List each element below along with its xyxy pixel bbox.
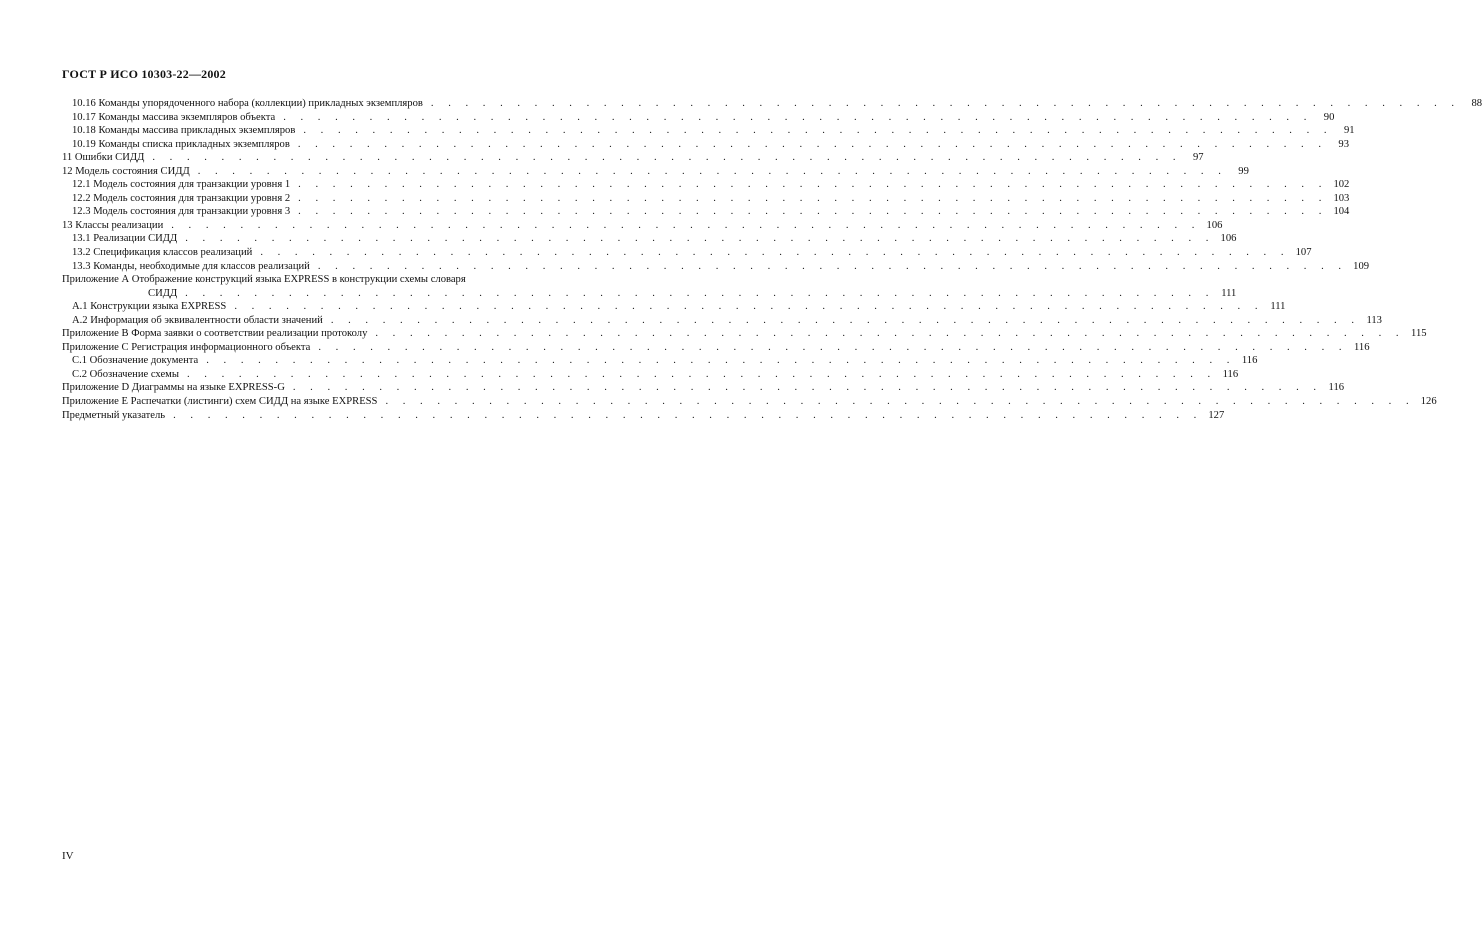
page-number: IV bbox=[62, 850, 74, 862]
toc-leader-dots: . . . . . . . . . . . . . . . . . . . . . . . . . . . . . . . . . . . . . . . . . . . . . . . . . . . . . . . . . . . . bbox=[171, 219, 1201, 231]
toc-entry-page: 109 bbox=[1353, 260, 1370, 272]
toc-leader-dots: . . . . . . . . . . . . . . . . . . . . . . . . . . . . . . . . . . . . . . . . . . . . . . . . . . . . . . . . . . . . bbox=[234, 301, 1264, 313]
toc-entry-title: 10.17 Команды массива экземпляров объекта bbox=[72, 111, 276, 123]
toc-leader-dots: . . . . . . . . . . . . . . . . . . . . . . . . . . . . . . . . . . . . . . . . . . . . . . . . . . . . . . . . . . . . bbox=[197, 165, 1227, 177]
document-header: ГОСТ Р ИСО 10303-22—2002 bbox=[62, 67, 226, 81]
toc-entry-title: 13.2 Спецификация классов реализаций bbox=[72, 247, 253, 259]
toc-leader-dots: . . . . . . . . . . . . . . . . . . . . . . . . . . . . . . . . . . . . . . . . . . . . . . . . . . . . . . . . . . . . bbox=[292, 382, 1323, 394]
toc-entry-title: Приложение D Диаграммы на языке EXPRESS-G bbox=[62, 382, 285, 394]
toc-entry-page: 127 bbox=[1208, 409, 1225, 421]
toc-entry bbox=[62, 300, 1286, 314]
toc-entry-page: 116 bbox=[1328, 382, 1345, 394]
toc-entry-page: 126 bbox=[1420, 396, 1437, 408]
toc-entry bbox=[62, 287, 1237, 301]
toc-entry-page: 116 bbox=[1222, 368, 1239, 380]
toc-entry-title: С.2 Обозначение схемы bbox=[72, 368, 179, 380]
toc-entry-page: 93 bbox=[1338, 138, 1349, 150]
toc-entry-page: 107 bbox=[1295, 247, 1312, 259]
toc-entry-title: 12.3 Модель состояния для транзакции уровня 3 bbox=[72, 206, 291, 218]
toc-entry-title: А.2 Информация об эквивалентности области значений bbox=[72, 314, 323, 326]
toc-entry-page: 111 bbox=[1270, 301, 1286, 313]
toc-leader-dots: . . . . . . . . . . . . . . . . . . . . . . . . . . . . . . . . . . . . . . . . . . . . . . . . . . . . . . . . . . . . bbox=[298, 192, 1328, 204]
toc-leader-dots: . . . . . . . . . . . . . . . . . . . . . . . . . . . . . . . . . . . . . . . . . . . . . . . . . . . . . . . . . . . . bbox=[298, 206, 1328, 218]
toc-leader-dots: . . . . . . . . . . . . . . . . . . . . . . . . . . . . . . . . . . . . . . . . . . . . . . . . . . . . . . . . . . . . bbox=[385, 396, 1415, 408]
toc-leader-dots: . . . . . . . . . . . . . . . . . . . . . . . . . . . . . . . . . . . . . . . . . . . . . . . . . . . . . . . . . . . . bbox=[375, 328, 1405, 340]
toc-leader-dots: . . . . . . . . . . . . . . . . . . . . . . . . . . . . . . . . . . . . . . . . . . . . . . . . . . . . . . . . . . . . bbox=[186, 368, 1217, 380]
toc-leader-dots: . . . . . . . . . . . . . . . . . . . . . . . . . . . . . . . . . . . . . . . . . . . . . . . . . . . . . . . . . . . . bbox=[298, 179, 1328, 191]
toc-leader-dots: . . . . . . . . . . . . . . . . . . . . . . . . . . . . . . . . . . . . . . . . . . . . . . . . . . . . . . . . . . . . bbox=[260, 247, 1290, 259]
toc-entry-title: 13 Классы реализации bbox=[62, 219, 164, 231]
toc-entry bbox=[62, 97, 1482, 111]
toc-entry-page: 103 bbox=[1333, 192, 1350, 204]
toc-entry bbox=[62, 246, 1312, 260]
toc-entry-title: 12.2 Модель состояния для транзакции уровня 2 bbox=[72, 192, 291, 204]
toc-entry bbox=[62, 178, 1350, 192]
toc-entry-page: 102 bbox=[1333, 179, 1350, 191]
toc-entry bbox=[62, 341, 1370, 355]
toc-entry-page: 116 bbox=[1241, 355, 1258, 367]
toc-entry-title: 13.1 Реализации СИДД bbox=[72, 233, 178, 245]
toc-entry-title: 12.1 Модель состояния для транзакции уровня 1 bbox=[72, 179, 291, 191]
toc-entry-page: 104 bbox=[1333, 206, 1350, 218]
toc-leader-dots: . . . . . . . . . . . . . . . . . . . . . . . . . . . . . . . . . . . . . . . . . . . . . . . . . . . . . . . . . . . . bbox=[185, 233, 1215, 245]
toc-entry bbox=[62, 327, 1427, 341]
toc-leader-dots: . . . . . . . . . . . . . . . . . . . . . . . . . . . . . . . . . . . . . . . . . . . . . . . . . . . . . . . . . . . . bbox=[317, 260, 1348, 272]
toc-leader-dots: . . . . . . . . . . . . . . . . . . . . . . . . . . . . . . . . . . . . . . . . . . . . . . . . . . . . . . . . . . . . bbox=[330, 314, 1360, 326]
toc-entry bbox=[62, 192, 1350, 206]
toc-entry-page: 106 bbox=[1206, 219, 1223, 231]
toc-entry bbox=[62, 151, 1204, 165]
toc-entry-title: СИДД bbox=[148, 287, 178, 299]
toc-entry-page: 88 bbox=[1471, 98, 1482, 109]
toc-entry-title: Приложение С Регистрация информационного объекта bbox=[62, 341, 311, 353]
toc-leader-dots: . . . . . . . . . . . . . . . . . . . . . . . . . . . . . . . . . . . . . . . . . . . . . . . . . . . . . . . . . . . . bbox=[303, 125, 1333, 137]
toc-entry-title: С.1 Обозначение документа bbox=[72, 355, 199, 367]
toc-entry-title: Приложение Е Распечатки (листинги) схем СИДД на языке EXPRESS bbox=[62, 396, 378, 408]
toc-entry bbox=[62, 138, 1349, 152]
toc-leader-dots: . . . . . . . . . . . . . . . . . . . . . . . . . . . . . . . . . . . . . . . . . . . . . . . . . . . . . . . . . . . . bbox=[152, 152, 1182, 164]
toc-entry bbox=[62, 368, 1239, 382]
toc-entry-title: Приложение В Форма заявки о соответствии реализации протоколу bbox=[62, 328, 368, 340]
toc-entry bbox=[62, 111, 1335, 125]
toc-entry-title: А.1 Конструкции языка EXPRESS bbox=[72, 301, 227, 313]
toc-entry-page: 113 bbox=[1366, 314, 1382, 326]
toc-entry-page: 90 bbox=[1323, 111, 1335, 123]
toc-leader-dots: . . . . . . . . . . . . . . . . . . . . . . . . . . . . . . . . . . . . . . . . . . . . . . . . . . . . . . . . . . . . bbox=[430, 98, 1461, 109]
toc-entry-page: 91 bbox=[1343, 125, 1355, 137]
toc-entry-page: 106 bbox=[1220, 233, 1237, 245]
toc-entry-title: 11 Ошибки СИДД bbox=[62, 152, 145, 164]
toc-entry bbox=[62, 395, 1437, 409]
toc-entry bbox=[62, 165, 1249, 179]
toc-entry bbox=[62, 260, 1370, 274]
toc-entry-page: 115 bbox=[1411, 328, 1427, 340]
toc-entry-page: 116 bbox=[1354, 341, 1370, 353]
toc-entry-title: 10.18 Команды массива прикладных экземпляров bbox=[72, 125, 296, 137]
toc-entry bbox=[62, 232, 1237, 246]
toc-leader-dots: . . . . . . . . . . . . . . . . . . . . . . . . . . . . . . . . . . . . . . . . . . . . . . . . . . . . . . . . . . . . bbox=[297, 138, 1327, 150]
toc-entry-page: 99 bbox=[1238, 165, 1249, 177]
toc-entry-page: 97 bbox=[1192, 152, 1204, 164]
toc-leader-dots: . . . . . . . . . . . . . . . . . . . . . . . . . . . . . . . . . . . . . . . . . . . . . . . . . . . . . . . . . . . . bbox=[318, 341, 1348, 353]
toc-entry bbox=[62, 314, 1382, 328]
toc-entry bbox=[62, 124, 1355, 138]
toc-leader-dots: . . . . . . . . . . . . . . . . . . . . . . . . . . . . . . . . . . . . . . . . . . . . . . . . . . . . . . . . . . . . bbox=[283, 111, 1313, 123]
toc-entry-title: 13.3 Команды, необходимые для классов реализаций bbox=[72, 260, 310, 272]
toc-leader-dots: . . . . . . . . . . . . . . . . . . . . . . . . . . . . . . . . . . . . . . . . . . . . . . . . . . . . . . . . . . . . bbox=[173, 409, 1203, 421]
toc-entry bbox=[62, 381, 1345, 395]
toc-entry-title: 10.19 Команды списка прикладных экземпляров bbox=[72, 138, 290, 150]
table-of-contents bbox=[62, 97, 1482, 422]
toc-entry-page: 111 bbox=[1221, 287, 1237, 299]
toc-entry-title: Приложение А Отображение конструкций языка EXPRESS в конструкции схемы словаря bbox=[62, 274, 466, 286]
toc-entry bbox=[62, 273, 598, 287]
toc-entry-title: Предметный указатель bbox=[62, 409, 166, 421]
toc-leader-dots: . . . . . . . . . . . . . . . . . . . . . . . . . . . . . . . . . . . . . . . . . . . . . . . . . . . . . . . . . . . . bbox=[206, 355, 1236, 367]
toc-entry bbox=[62, 354, 1258, 368]
toc-entry bbox=[62, 219, 1223, 233]
toc-entry bbox=[62, 409, 1225, 423]
toc-entry-title: 10.16 Команды упорядоченного набора (коллекции) прикладных экземпляров bbox=[72, 98, 423, 109]
toc-leader-dots: . . . . . . . . . . . . . . . . . . . . . . . . . . . . . . . . . . . . . . . . . . . . . . . . . . . . . . . . . . . . bbox=[185, 287, 1215, 299]
toc-entry bbox=[62, 205, 1350, 219]
toc-entry-title: 12 Модель состояния СИДД bbox=[62, 165, 190, 177]
